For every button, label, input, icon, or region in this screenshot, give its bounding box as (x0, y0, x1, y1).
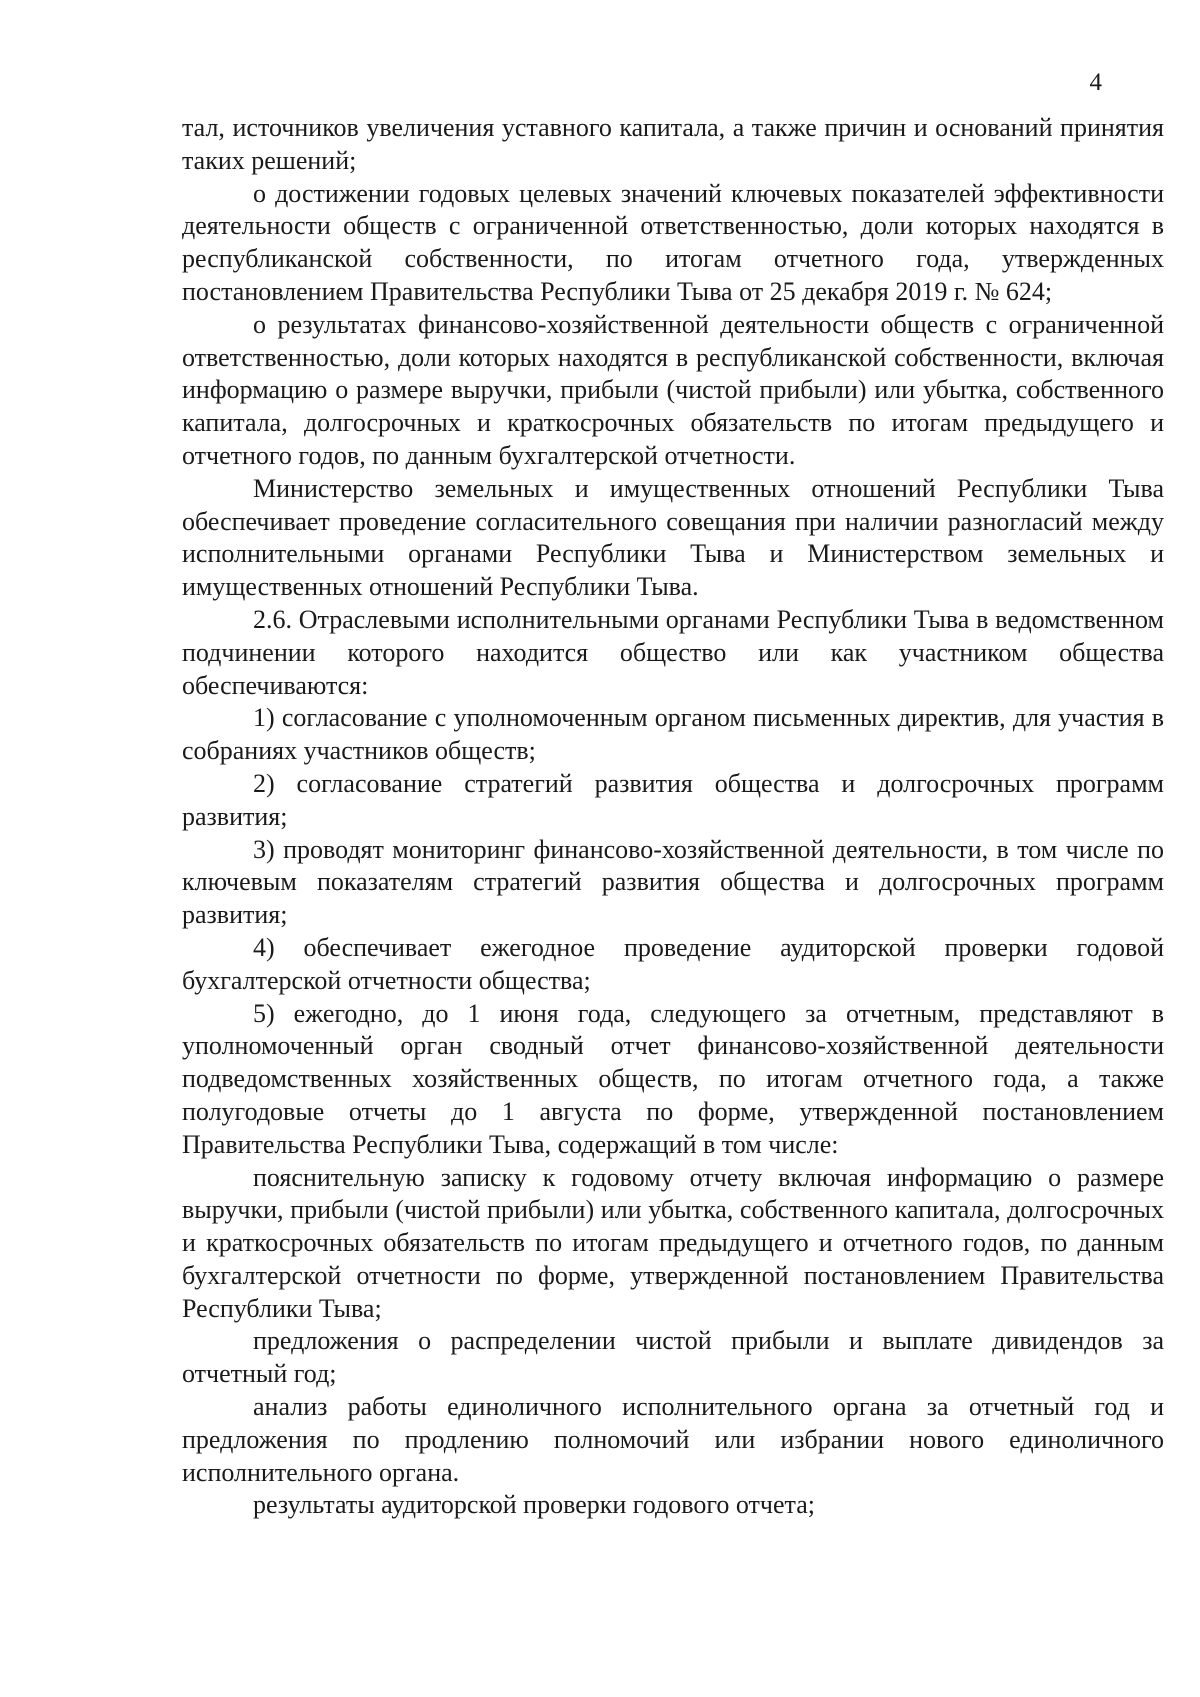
paragraph: 5) ежегодно, до 1 июня года, следующего за отчетным, представляют в уполномоченный орган сводный отчет финансово-хозяйственной деятельности подведомственных хозяйственных обществ, по итогам отчетного года, а также полугодовые отчеты до 1 августа по форме, утвержденной постановлением Правительства Республики Тыва, содержащий в том числе: (182, 998, 1164, 1159)
paragraph: 1) согласование с уполномоченным органом письменных директив, для участия в собраниях участников обществ; (182, 703, 1164, 766)
paragraph: Министерство земельных и имущественных отношений Республики Тыва обеспечивает проведение согласительного совещания при наличии разногласий между исполнительными органами Республики Тыва и Министерством земельных и имущественных отношений Республики Тыва. (182, 473, 1164, 602)
paragraph: о достижении годовых целевых значений ключевых показателей эффективности деятельности обществ с ограниченной ответственностью, доли которых находятся в республиканской собственности, по итогам отчетного года, утвержденных постановлением Правительства Республики Тыва от 25 декабря 2019 г. № 624; (182, 178, 1164, 306)
paragraph: 4) обеспечивает ежегодное проведение аудиторской проверки годовой бухгалтерской отчетности общества; (182, 932, 1164, 995)
paragraph: пояснительную записку к годовому отчету включая информацию о размере выручки, прибыли (чистой прибыли) или убытка, собственного капитала, долгосрочных и краткосрочных обязательств по итогам предыдущего и отчетного годов, по данным бухгалтерской отчетности по форме, утвержденной постановлением Правительства Республики Тыва; (182, 1162, 1164, 1323)
paragraph: 3) проводят мониторинг финансово-хозяйственной деятельности, в том числе по ключевым показателям стратегий развития общества и долгосрочных программ развития; (182, 834, 1164, 930)
paragraph: 2) согласование стратегий развития общества и долгосрочных программ развития; (182, 768, 1164, 831)
paragraph: о результатах финансово-хозяйственной деятельности обществ с ограниченной ответственностью, доли которых находятся в республиканской собственности, включая информацию о размере выручки, прибыли (чистой прибыли) или убытка, собственного капитала, долгосрочных и краткосрочных обязательств по итогам предыдущего и отчетного годов, по данным бухгалтерской отчетности. (182, 309, 1164, 470)
paragraph: тал, источников увеличения уставного капитала, а также причин и оснований принятия таких решений; (182, 113, 1164, 175)
paragraph: предложения о распределении чистой прибыли и выплате дивидендов за отчетный год; (182, 1326, 1164, 1389)
paragraph: результаты аудиторской проверки годового отчета; (253, 1490, 815, 1520)
page-number: 4 (1089, 69, 1102, 96)
paragraph: 2.6. Отраслевыми исполнительными органами Республики Тыва в ведомственном подчинении которого находится общество или как участником общества обеспечиваются: (182, 604, 1164, 700)
paragraph: анализ работы единоличного исполнительного органа за отчетный год и предложения по продлению полномочий или избрании нового единоличного исполнительного органа. (182, 1392, 1164, 1487)
document-body (182, 112, 1164, 1522)
